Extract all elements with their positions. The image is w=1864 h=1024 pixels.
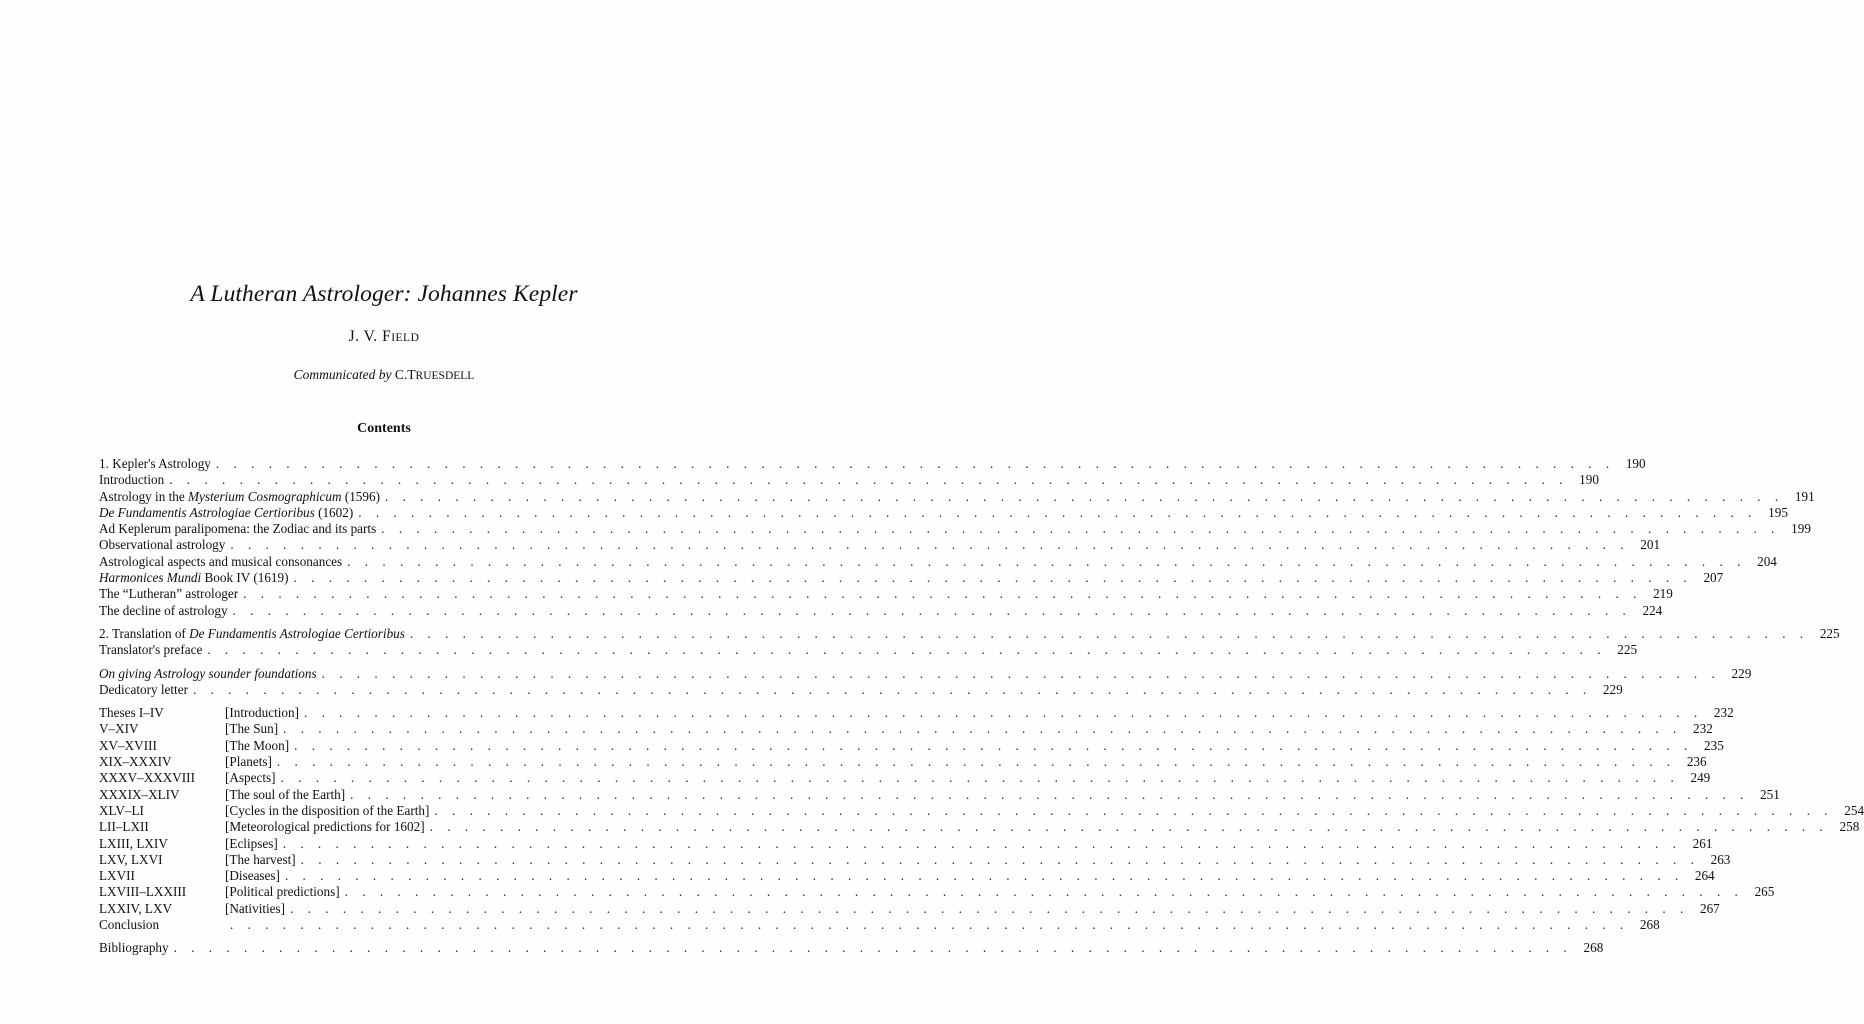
toc-entry-label: The “Lutheran” astrologer [99, 586, 239, 602]
toc-leader-dots: . . . . . . . . . . . . . . . . . . . . . . . . . . . . . . . . . . . . . . . . . . . . . . . . . . . . . . . . . . . . . . . . . . . . . . . . . . . . . . . . [230, 537, 1630, 553]
toc-entry [99, 586, 1673, 602]
toc-entry [99, 737, 1724, 754]
toc-page-number: 254 [1844, 802, 1864, 818]
toc-page-number: 191 [1794, 488, 1815, 504]
toc-entry [99, 884, 1775, 900]
toc-leader-dots: . . . . . . . . . . . . . . . . . . . . . . . . . . . . . . . . . . . . . . . . . . . . . . . . . . . . . . . . . . . . . . . . . . . . . . . . . . . . . . . . [280, 770, 1680, 786]
toc-entry-label: Observational astrology [99, 537, 226, 553]
toc-entry-label: [Nativities] [225, 900, 286, 916]
toc-entry-italic-title: De Fundamentis Astrologiae Certioribus [99, 504, 315, 520]
toc-page-number: 261 [1692, 835, 1713, 851]
toc-page-number: 235 [1704, 737, 1724, 753]
toc-leader-dots: . . . . . . . . . . . . . . . . . . . . . . . . . . . . . . . . . . . . . . . . . . . . . . . . . . . . . . . . . . . . . . . . . . . . . . . . . . . . . . . . [169, 472, 1568, 488]
toc-leader-dots: . . . . . . . . . . . . . . . . . . . . . . . . . . . . . . . . . . . . . . . . . . . . . . . . . . . . . . . . . . . . . . . . . . . . . . . . . . . . . . . . [303, 705, 1703, 721]
toc-entry-label: Introduction [99, 472, 165, 488]
contents-heading: Contents [357, 421, 411, 436]
toc-page-number: 268 [1639, 917, 1660, 933]
toc-thesis-number: XXXV–XXXVIII [99, 770, 195, 786]
toc-entry-label: Ad Keplerum paralipomena: the Zodiac and its parts [99, 521, 377, 537]
communicated-by [0, 367, 768, 383]
toc-entry-label: [Diseases] [225, 868, 280, 884]
toc-leader-dots: . . . . . . . . . . . . . . . . . . . . . . . . . . . . . . . . . . . . . . . . . . . . . . . . . . . . . . . . . . . . . . . . . . . . . . . . . . . . . . . . [429, 819, 1829, 835]
communicated-by-label: Communicated by [293, 367, 392, 382]
toc-entry [99, 705, 1734, 721]
toc-page-number: 258 [1839, 819, 1860, 835]
toc-thesis-number: Conclusion [99, 917, 160, 933]
table-of-contents [99, 456, 1864, 957]
toc-leader-dots: . . . . . . . . . . . . . . . . . . . . . . . . . . . . . . . . . . . . . . . . . . . . . . . . . . . . . . . . . . . . . . . . . . . . . . . . . . . . . . . . [434, 802, 1834, 818]
toc-entry-label: 1. Kepler's Astrology [99, 456, 211, 471]
toc-leader-dots: . . . . . . . . . . . . . . . . . . . . . . . . . . . . . . . . . . . . . . . . . . . . . . . . . . . . . . . . . . . . . . . . . . . . . . . . . . . . . . . . [358, 504, 1757, 520]
toc-entry [99, 819, 1860, 835]
toc-page-number: 268 [1583, 940, 1604, 956]
toc-page-number: 190 [1625, 456, 1646, 471]
toc-entry-label: Bibliography [99, 940, 169, 956]
toc-entry-label: 2. Translation of De Fundamentis Astrologiae Certioribus [99, 625, 405, 641]
toc-leader-dots: . . . . . . . . . . . . . . . . . . . . . . . . . . . . . . . . . . . . . . . . . . . . . . . . . . . . . . . . . . . . . . . . . . . . . . . . . . . . . . . . [290, 900, 1689, 916]
toc-entry-italic-title: Mysterium Cosmographicum [188, 488, 342, 504]
toc-thesis-number: LXVII [99, 868, 135, 884]
toc-thesis-number: XXXIX–XLIV [99, 786, 180, 802]
toc-entry [99, 504, 1788, 521]
toc-entry [99, 665, 1752, 682]
toc-entry [99, 602, 1663, 619]
toc-leader-dots: . . . . . . . . . . . . . . . . . . . . . . . . . . . . . . . . . . . . . . . . . . . . . . . . . . . . . . . . . . . . . . . . . . . . . . . . . . . . . . . . [350, 786, 1749, 802]
article-author [0, 328, 768, 346]
toc-leader-dots: . . . . . . . . . . . . . . . . . . . . . . . . . . . . . . . . . . . . . . . . . . . . . . . . . . . . . . . . . . . . . . . . . . . . . . . . . . . . . . . . [232, 602, 1632, 618]
toc-page-number: 204 [1757, 553, 1777, 569]
toc-entry [99, 721, 1713, 737]
toc-leader-dots: . . . . . . . . . . . . . . . . . . . . . . . . . . . . . . . . . . . . . . . . . . . . . . . . . . . . . . . . . . . . . . . . . . . . . . . . . . . . . . . . [207, 642, 1607, 658]
toc-entry-label: [The harvest] [225, 851, 296, 867]
toc-entry-label: The decline of astrology [99, 602, 228, 618]
toc-thesis-number: Theses I–IV [99, 705, 164, 721]
toc-entry-label: Translator's preface [99, 642, 203, 658]
toc-page-number: 199 [1791, 521, 1811, 537]
toc-page-number: 265 [1754, 884, 1775, 900]
toc-page-number: 229 [1731, 665, 1752, 681]
toc-entry-italic-title: De Fundamentis Astrologiae Certioribus [189, 625, 405, 641]
communicator-cap: T [407, 367, 416, 382]
toc-entry [99, 488, 1815, 505]
toc-page-number: 201 [1640, 537, 1661, 553]
toc-section-gap [99, 619, 671, 626]
toc-page-number: 225 [1617, 642, 1638, 658]
toc-entry [99, 642, 1638, 658]
toc-leader-dots: . . . . . . . . . . . . . . . . . . . . . . . . . . . . . . . . . . . . . . . . . . . . . . . . . . . . . . . . . . . . . . . . . . . . . . . . . . . . . . . . [173, 940, 1573, 956]
author-initial: F [382, 328, 392, 345]
toc-entry-label: [The Moon] [225, 737, 290, 753]
toc-thesis-number: LII–LXII [99, 819, 149, 835]
toc-entry [99, 625, 1840, 642]
toc-section-gap [99, 659, 671, 666]
toc-entry [99, 754, 1707, 770]
toc-page-number: 224 [1642, 602, 1663, 618]
toc-entry [99, 521, 1811, 537]
toc-page-number: 219 [1653, 586, 1673, 602]
toc-leader-dots: . . . . . . . . . . . . . . . . . . . . . . . . . . . . . . . . . . . . . . . . . . . . . . . . . . . . . . . . . . . . . . . . . . . . . . . . . . . . . . . . [321, 665, 1721, 681]
toc-leader-dots: . . . . . . . . . . . . . . . . . . . . . . . . . . . . . . . . . . . . . . . . . . . . . . . . . . . . . . . . . . . . . . . . . . . . . . . . . . . . . . . . [344, 884, 1744, 900]
toc-thesis-number: XV–XVIII [99, 737, 157, 753]
communicator-initial: C. [394, 367, 408, 382]
toc-entry [99, 917, 1660, 933]
toc-leader-dots: . . . . . . . . . . . . . . . . . . . . . . . . . . . . . . . . . . . . . . . . . . . . . . . . . . . . . . . . . . . . . . . . . . . . . . . . . . . . . . . . [215, 456, 1615, 471]
toc-page-number: 251 [1760, 786, 1780, 802]
toc-thesis-number: XLV–LI [99, 802, 144, 818]
toc-entry-label: [Political predictions] [225, 884, 340, 900]
toc-thesis-number: XIX–XXXIV [99, 754, 172, 770]
toc-entry-label: Astrological aspects and musical consonances [99, 553, 343, 569]
toc-page-number: 232 [1713, 705, 1734, 721]
toc-entry [99, 456, 1646, 472]
toc-leader-dots: . . . . . . . . . . . . . . . . . . . . . . . . . . . . . . . . . . . . . . . . . . . . . . . . . . . . . . . . . . . . . . . . . . . . . . . . . . . . . . . . [243, 586, 1642, 602]
toc-entry-italic-title: Harmonices Mundi [99, 570, 202, 586]
toc-entry [99, 786, 1780, 803]
toc-entry-label: [Eclipses] [225, 835, 278, 851]
toc-entry-label: [Aspects] [225, 770, 276, 786]
toc-page-number: 263 [1710, 851, 1731, 867]
toc-entry-label: Harmonices Mundi Book IV (1619) [99, 570, 289, 586]
author-prefix: J. V. [348, 328, 383, 345]
toc-entry [99, 537, 1661, 553]
toc-leader-dots: . . . . . . . . . . . . . . . . . . . . . . . . . . . . . . . . . . . . . . . . . . . . . . . . . . . . . . . . . . . . . . . . . . . . . . . . . . . . . . . . [347, 553, 1746, 569]
toc-page-number: 249 [1690, 770, 1711, 786]
toc-entry-label: [The Sun] [225, 721, 279, 737]
toc-entry-italic-title: On giving Astrology sounder foundations [99, 665, 317, 681]
toc-entry [99, 868, 1715, 884]
toc-page-number: 236 [1686, 754, 1707, 770]
toc-entry [99, 553, 1777, 570]
toc-thesis-number: LXVIII–LXXIII [99, 884, 187, 900]
article-title: A Lutheran Astrologer: Johannes Kepler [190, 281, 578, 307]
toc-entry [99, 681, 1623, 698]
toc-page-number: 195 [1768, 504, 1788, 520]
toc-entry [99, 570, 1724, 586]
toc-entry-label: [Planets] [225, 754, 272, 770]
toc-entry-label: [Meteorological predictions for 1602] [225, 819, 425, 835]
toc-entry [99, 940, 1604, 956]
toc-entry-label: [The soul of the Earth] [225, 786, 346, 802]
author-smallcaps: IELD [391, 332, 420, 344]
toc-leader-dots: . . . . . . . . . . . . . . . . . . . . . . . . . . . . . . . . . . . . . . . . . . . . . . . . . . . . . . . . . . . . . . . . . . . . . . . . . . . . . . . . [284, 868, 1684, 884]
toc-leader-dots: . . . . . . . . . . . . . . . . . . . . . . . . . . . . . . . . . . . . . . . . . . . . . . . . . . . . . . . . . . . . . . . . . . . . . . . . . . . . . . . . [230, 917, 1629, 933]
toc-page-number: 229 [1602, 681, 1623, 697]
toc-page-number: 207 [1703, 570, 1724, 586]
toc-entry-label: [Cycles in the disposition of the Earth] [225, 802, 430, 818]
toc-entry [99, 802, 1864, 819]
toc-thesis-number: V–XIV [99, 721, 139, 737]
toc-section-gap [99, 933, 671, 940]
toc-leader-dots: . . . . . . . . . . . . . . . . . . . . . . . . . . . . . . . . . . . . . . . . . . . . . . . . . . . . . . . . . . . . . . . . . . . . . . . . . . . . . . . . [384, 488, 1784, 504]
toc-page-number: 264 [1694, 868, 1715, 884]
toc-leader-dots: . . . . . . . . . . . . . . . . . . . . . . . . . . . . . . . . . . . . . . . . . . . . . . . . . . . . . . . . . . . . . . . . . . . . . . . . . . . . . . . . [282, 835, 1682, 851]
toc-entry-label [99, 666, 317, 682]
toc-entry [99, 472, 1599, 488]
toc-entry-label: De Fundamentis Astrologiae Certioribus (1602) [99, 504, 354, 520]
toc-leader-dots: . . . . . . . . . . . . . . . . . . . . . . . . . . . . . . . . . . . . . . . . . . . . . . . . . . . . . . . . . . . . . . . . . . . . . . . . . . . . . . . . [192, 681, 1592, 697]
toc-page-number: 225 [1819, 625, 1840, 641]
toc-entry-label: [Introduction] [225, 705, 299, 721]
toc-entry-label: Dedicatory letter [99, 681, 188, 697]
toc-entry [99, 900, 1720, 917]
toc-thesis-number: LXXIV, LXV [99, 900, 173, 916]
toc-leader-dots: . . . . . . . . . . . . . . . . . . . . . . . . . . . . . . . . . . . . . . . . . . . . . . . . . . . . . . . . . . . . . . . . . . . . . . . . . . . . . . . . [381, 521, 1780, 537]
toc-entry [99, 835, 1713, 852]
toc-entry [99, 770, 1711, 786]
toc-leader-dots: . . . . . . . . . . . . . . . . . . . . . . . . . . . . . . . . . . . . . . . . . . . . . . . . . . . . . . . . . . . . . . . . . . . . . . . . . . . . . . . . [294, 737, 1693, 753]
toc-page-number: 232 [1693, 721, 1713, 737]
toc-leader-dots: . . . . . . . . . . . . . . . . . . . . . . . . . . . . . . . . . . . . . . . . . . . . . . . . . . . . . . . . . . . . . . . . . . . . . . . . . . . . . . . . [300, 851, 1700, 867]
toc-section-gap [99, 698, 671, 705]
toc-entry [99, 851, 1731, 868]
toc-thesis-number: LXV, LXVI [99, 851, 163, 867]
toc-leader-dots: . . . . . . . . . . . . . . . . . . . . . . . . . . . . . . . . . . . . . . . . . . . . . . . . . . . . . . . . . . . . . . . . . . . . . . . . . . . . . . . . [283, 721, 1682, 737]
communicator-smallcaps: RUESDELL [415, 370, 475, 382]
toc-leader-dots: . . . . . . . . . . . . . . . . . . . . . . . . . . . . . . . . . . . . . . . . . . . . . . . . . . . . . . . . . . . . . . . . . . . . . . . . . . . . . . . . [409, 625, 1809, 641]
toc-page-number: 190 [1579, 472, 1599, 488]
toc-page-number: 267 [1699, 900, 1720, 916]
toc-leader-dots: . . . . . . . . . . . . . . . . . . . . . . . . . . . . . . . . . . . . . . . . . . . . . . . . . . . . . . . . . . . . . . . . . . . . . . . . . . . . . . . . [276, 754, 1676, 770]
toc-leader-dots: . . . . . . . . . . . . . . . . . . . . . . . . . . . . . . . . . . . . . . . . . . . . . . . . . . . . . . . . . . . . . . . . . . . . . . . . . . . . . . . . [293, 570, 1693, 586]
toc-entry-label: Astrology in the Mysterium Cosmographicum (1596) [99, 488, 380, 504]
toc-thesis-number: LXIII, LXIV [99, 835, 168, 851]
